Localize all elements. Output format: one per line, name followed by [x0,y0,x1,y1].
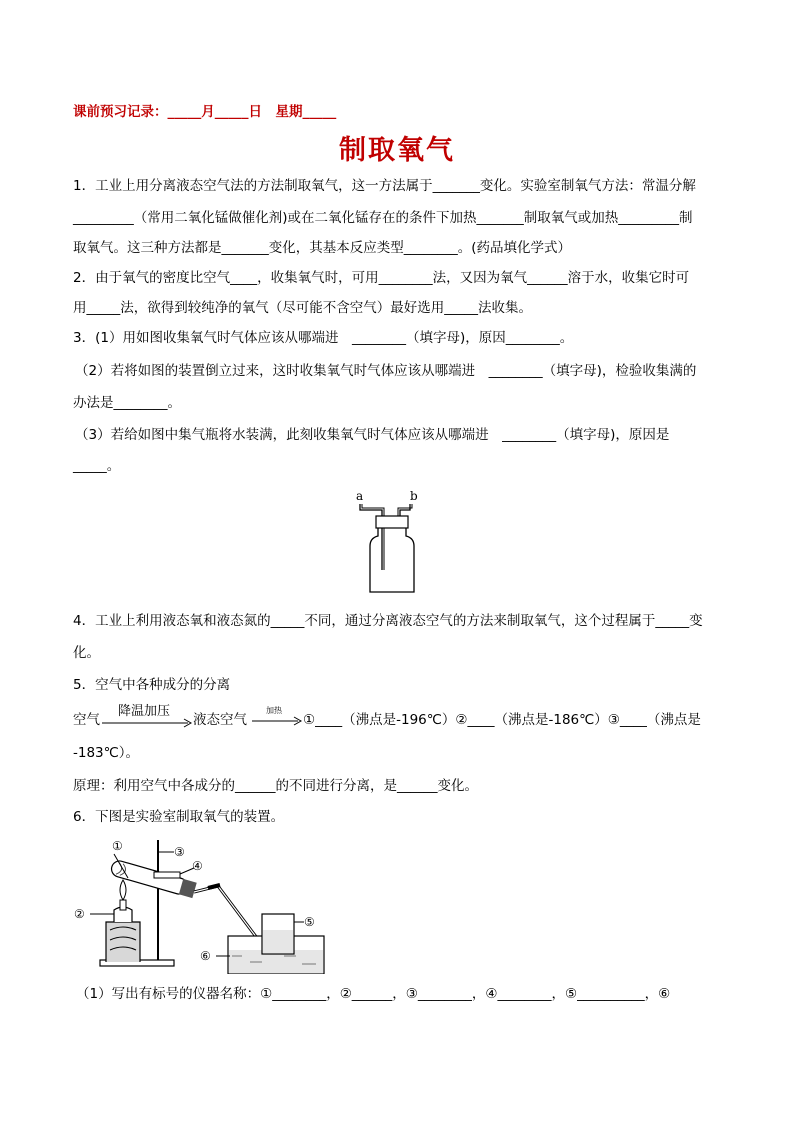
q1-line3: 取氧气。这三种方法都是_______变化，其基本反应类型________。(药品填化学式） [73,240,572,256]
page-title: 制取氧气 [339,135,455,166]
q3-part1: 3．(1）用如图收集氧气时气体应该从哪端进 ________（填字母)，原因________。 [73,330,574,346]
q3-part3-line1: （3）若给如图中集气瓶将水装满，此刻收集氧气时气体应该从哪端进 ________（填字母)，原因是 [75,427,670,443]
q2-line1: 2．由于氧气的密度比空气____，收集氧气时，可用________法，又因为氧气______溶于水，收集它时可 [73,270,690,286]
arrow1-label: 降温加压 [118,704,171,719]
label-6: ⑥ [200,949,211,963]
arrow1 [102,718,194,728]
q6-head: 6．下图是实验室制取氧气的装置。 [73,809,285,825]
q3-part3-line2: _____。 [73,458,121,474]
q2-line2: 用_____法，欲得到较纯净的氧气（尽可能不含空气）最好选用_____法收集。 [73,300,532,316]
label-2: ② [74,907,85,921]
q4-line2: 化。 [73,645,100,661]
separation-line2: -183℃）。 [73,745,140,761]
principle: 原理：利用空气中各成分的______的不同进行分离，是______变化。 [73,778,478,794]
q6-sub1: （1）写出有标号的仪器名称：①________，②______，③________，④________，⑤__________，⑥ [76,986,671,1002]
oxygen-apparatus-diagram [70,834,330,974]
q3-part2-line2: 办法是________。 [73,395,181,411]
q4-line1: 4．工业上利用液态氧和液态氮的_____不同，通过分离液态空气的方法来制取氧气，这个过程属于_____变 [73,613,703,629]
label-5: ⑤ [304,915,315,929]
separation-air: 空气 [73,712,100,728]
arrow2 [252,716,304,726]
separation-products: ①____（沸点是-196℃）②____（沸点是-186℃）③____（沸点是 [303,712,701,728]
q1-line2: _________（常用二氧化锰做催化剂)或在二氧化锰存在的条件下加热_______制取氧气或加热_________制 [73,210,693,226]
label-a: a [356,489,364,503]
q1-line1: 1．工业上用分离液态空气法的方法制取氧气，这一方法属于_______变化。实验室制氧气方法：常温分解 [73,178,696,194]
arrow2-label: 加热 [266,706,282,715]
label-1: ① [112,839,123,853]
q3-part2-line1: （2）若将如图的装置倒立过来，这时收集氧气时气体应该从哪端进 ________（填字母)，检验收集满的 [75,363,697,379]
q5-head: 5．空气中各种成分的分离 [73,677,231,693]
label-3: ③ [174,845,185,859]
label-4: ④ [192,859,203,873]
preview-record-header: 课前预习记录：_____月_____日 星期_____ [73,104,337,120]
label-b: b [410,489,418,503]
liquid-air: 液态空气 [193,712,247,728]
gas-bottle-diagram [348,486,438,598]
